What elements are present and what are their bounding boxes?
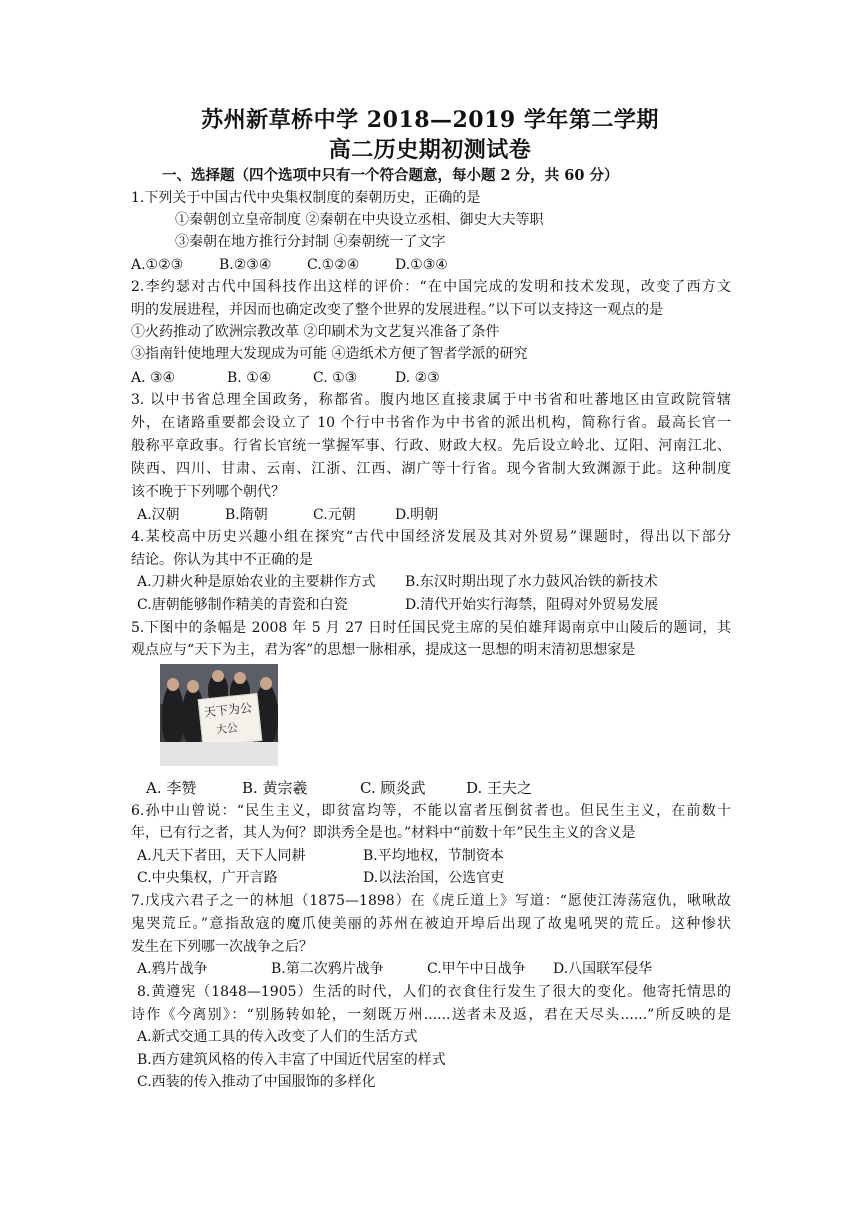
option-d: D.明朝 bbox=[395, 507, 439, 523]
question-3-stem: 陕西、四川、甘肃、云南、江浙、江西、湖广等十行省。现今省制大致渊源于此。这种制度 bbox=[131, 461, 731, 477]
option-b: B.隋朝 bbox=[225, 507, 268, 523]
option-a: A.汉朝 bbox=[137, 507, 180, 523]
photo-face bbox=[212, 670, 224, 682]
option-a: A. ③④ bbox=[131, 370, 176, 386]
option-a: A. 李赞 bbox=[146, 779, 197, 797]
question-1-stem: 1.下列关于中国古代中央集权制度的秦朝历史，正确的是 bbox=[131, 190, 481, 206]
question-7-stem: 发生在下列哪一次战争之后？ bbox=[131, 939, 313, 955]
option-b: B.东汉时期出现了水力鼓风冶铁的新技术 bbox=[405, 574, 658, 590]
option-a: A.新式交通工具的传入改变了人们的生活方式 bbox=[137, 1029, 418, 1045]
option-c: C.甲午中日战争 bbox=[427, 961, 526, 977]
question-3-stem: 3. 以中书省总理全国政务，称都省。腹内地区直接隶属于中书省和吐蕃地区由宣政院管辖 bbox=[131, 392, 731, 408]
scroll-text: 天下为公 bbox=[203, 700, 253, 720]
option-c: C.中央集权，广开言路 bbox=[137, 870, 278, 886]
question-2-statement: ①火药推动了欧洲宗教改革 ②印刷术为文艺复兴准备了条件 bbox=[131, 324, 500, 340]
question-2-statement: ③指南针使地理大发现成为可能 ④造纸术方便了智者学派的研究 bbox=[131, 346, 528, 362]
option-a: A.凡天下者田，天下人同耕 bbox=[137, 848, 306, 864]
section-heading: 一、选择题（四个选项中只有一个符合题意，每小题 2 分，共 60 分） bbox=[162, 167, 619, 184]
question-1-statement: ③秦朝在地方推行分封制 ④秦朝统一了文字 bbox=[175, 234, 446, 250]
exam-subtitle: 高二历史期初测试卷 bbox=[328, 137, 532, 163]
question-4-stem: 结论。你认为其中不正确的是 bbox=[131, 552, 313, 568]
option-c: C.元朝 bbox=[313, 507, 356, 523]
option-b: B. ①④ bbox=[227, 370, 272, 386]
question-3-stem: 该不晚于下列哪个朝代？ bbox=[131, 484, 285, 500]
option-a: A.①②③ bbox=[131, 257, 184, 273]
option-c: C. 顾炎武 bbox=[360, 779, 426, 797]
question-5-stem: 观点应与“天下为主，君为客”的思想一脉相承，提成这一思想的明末清初思想家是 bbox=[131, 642, 636, 658]
option-b: B. 黄宗羲 bbox=[242, 779, 308, 797]
question-5-stem: 5.下图中的条幅是 2008 年 5 月 27 日时任国民党主席的吴伯雄拜谒南京中山陵后的题词，其 bbox=[131, 620, 731, 636]
question-1-statement: ①秦朝创立皇帝制度 ②秦朝在中央设立丞相、御史大夫等职 bbox=[175, 212, 544, 228]
question-7-stem: 鬼哭荒丘。”意指敌寇的魔爪使美丽的苏州在被迫开埠后出现了故鬼吼哭的荒丘。这种惨状 bbox=[131, 916, 731, 932]
option-b: B.西方建筑风格的传入丰富了中国近代居室的样式 bbox=[137, 1052, 446, 1068]
photo-face bbox=[234, 672, 246, 684]
question-2-stem: 2.李约瑟对古代中国科技作出这样的评价：“在中国完成的发明和技术发现，改变了西方文 bbox=[131, 279, 731, 295]
option-d: D.八国联军侵华 bbox=[553, 961, 653, 977]
question-6-stem: 6.孙中山曾说：“民生主义，即贫富均等，不能以富者压倒贫者也。但民生主义，在前数十 bbox=[131, 803, 731, 819]
option-b: B.第二次鸦片战争 bbox=[271, 961, 384, 977]
photo-face bbox=[260, 677, 272, 690]
option-c: C. ①③ bbox=[313, 370, 358, 386]
option-c: C.①②④ bbox=[307, 257, 360, 273]
photo-person bbox=[162, 684, 184, 746]
question-8-stem: 8.黄遵宪（1848—1905）生活的时代，人们的衣食住行发生了很大的变化。他寄托情思的 bbox=[137, 984, 731, 1000]
question-8-stem: 诗作《今离别》：“别肠转如轮，一刻既万州......送者未及返，君在天尽头......”所反映的是 bbox=[131, 1007, 731, 1023]
photo-table bbox=[160, 742, 278, 766]
exam-title: 苏州新草桥中学 2018—2019 学年第二学期 bbox=[201, 107, 659, 133]
calligraphy-scroll bbox=[198, 693, 263, 747]
option-d: D.清代开始实行海禁，阻碍对外贸易发展 bbox=[405, 597, 659, 613]
option-d: D. ②③ bbox=[395, 370, 440, 386]
option-d: D.①③④ bbox=[395, 257, 448, 273]
option-c: C.西装的传入推动了中国服饰的多样化 bbox=[137, 1074, 376, 1090]
question-2-stem: 明的发展进程，并因而也确定改变了整个世界的发展进程。”以下可以支持这一观点的是 bbox=[131, 302, 664, 318]
question-6-stem: 年，已有行之者，其人为何？即洪秀全是也。”材料中“前数十年”民生主义的含义是 bbox=[131, 825, 636, 841]
option-b: B.平均地权，节制资本 bbox=[363, 848, 504, 864]
question-3-stem: 外，在诸路重要都会设立了 10 个行中书省作为中书省的派出机构，简称行省。最高长官一 bbox=[131, 415, 731, 431]
option-b: B.②③④ bbox=[219, 257, 272, 273]
photo-face bbox=[167, 678, 179, 691]
option-c: C.唐朝能够制作精美的青瓷和白瓷 bbox=[137, 597, 348, 613]
question-4-stem: 4.某校高中历史兴趣小组在探究“古代中国经济发展及其对外贸易”课题时，得出以下部分 bbox=[131, 529, 731, 545]
option-a: A.刀耕火种是原始农业的主要耕作方式 bbox=[137, 574, 376, 590]
option-a: A.鸦片战争 bbox=[137, 961, 208, 977]
question-7-stem: 7.戊戌六君子之一的林旭（1875—1898）在《虎丘道上》写道：“愿使江涛荡寇仇，啾啾故 bbox=[131, 893, 731, 909]
question-3-stem: 般称平章政事。行省长官统一掌握军事、行政、财政大权。先后设立岭北、辽阳、河南江北、 bbox=[131, 438, 731, 454]
option-d: D.以法治国，公选官吏 bbox=[363, 870, 505, 886]
calligraphy-photo bbox=[160, 664, 278, 766]
photo-face bbox=[187, 680, 199, 693]
scroll-text: 大公 bbox=[215, 721, 239, 737]
option-d: D. 王夫之 bbox=[466, 779, 533, 797]
